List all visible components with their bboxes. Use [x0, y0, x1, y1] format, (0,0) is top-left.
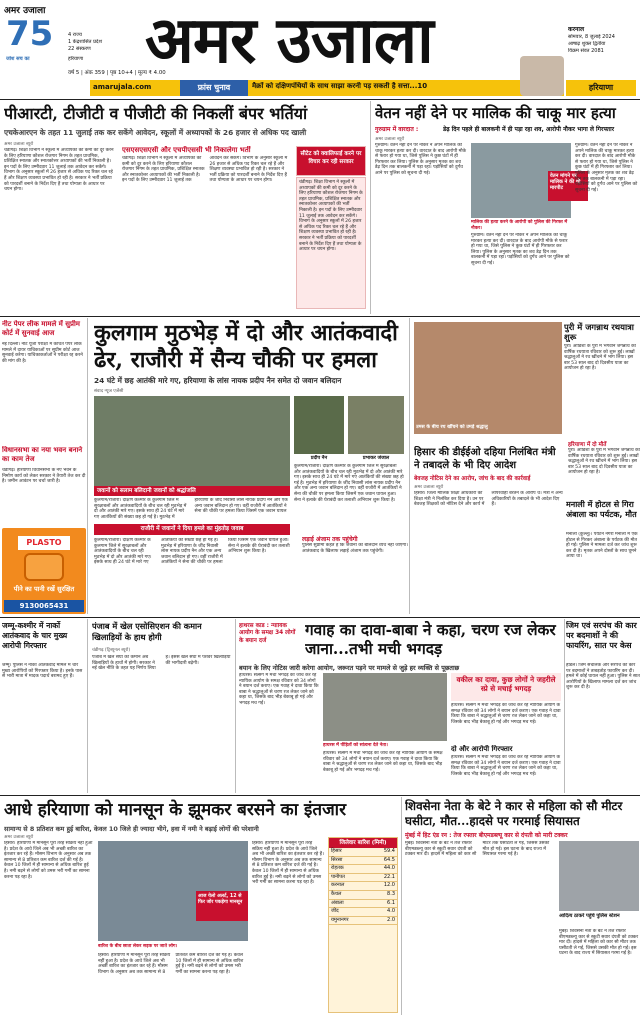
story-hisar-deeo — [412, 440, 564, 616]
subhead: मुंबई में हिट एंड रन : तेज रफ्तार बीएमडब्ल्यू कार से दंपती को मारी टक्कर — [405, 832, 568, 839]
rain-value: 64.5 — [383, 856, 395, 863]
ticker-state: हरियाणा — [566, 80, 636, 96]
inner-headline: एसएसएसएसी और एचपीएससी भी निकालेगा भर्ती — [122, 146, 251, 154]
story-gym-firing — [566, 619, 640, 794]
byline: अमर उजाला ब्यूरो — [414, 485, 444, 490]
col-divider — [370, 101, 371, 314]
tagline-3: 22 संस्करण — [68, 46, 91, 52]
body-col-1: गुरुग्राम। वेतन नहीं देने पर नौकर ने अपने मालिक की चाकू मारकर हत्या कर दी। वारदात के बाद आरोपी मौके से फरार हो गया था, जिसे पुलिस ने कुछ घंटों में ही गिरफ्तार कर लिया। पुलिस के अनुसार मृतक का शव डेढ़ दिन तक बालकनी में पड़ा रहा। पड़ोसियों को दुर्गंध आने पर पुलिस को सूचना दी गई। — [375, 143, 467, 176]
water-tank — [24, 553, 64, 581]
kicker: हाथरस कांड : न्यायिक आयोग के समक्ष 34 लोगों के बयान दर्ज — [239, 623, 296, 644]
headline: पंजाब में खेल एसोसिएशन की कमान खिलाड़ियों के हाथ होगी — [92, 621, 202, 642]
quote-box: वकील का दावा, कुछ लोगों ने जहरीले स्प्रे से मचाई भगदड़ — [451, 673, 561, 701]
body: होडल। जिम संचालक और सरपंच की कार पर बदमाशों ने ताबड़तोड़ फायरिंग कर दी। हमले में कोई घायल नहीं हुआ। पुलिस ने सात आरोपियों के खिलाफ मामला दर्ज कर जांच शुरू कर दी है। — [566, 663, 640, 691]
ticker-section: फ्रांस चुनाव — [180, 80, 248, 96]
body-col-2: हिसार। हरियाणा में मानसून पूरी तरह सक्रिय नहीं हुआ है। प्रदेश के आधे जिले अब भी अच्छी बारिश का इंतजार कर रहे हैं। मौसम विभाग के अनुसार अब तक सामान्य से 8 प्रतिशत कम बारिश दर्ज की गई है। केवल 10 जिलों में ही सामान्य से अधिक बारिश हुई है। नमी बढ़ने से लोगों को उमस भरी गर्मी का सामना करना पड़ रहा है। — [98, 953, 244, 975]
body: मुंबई। शिवसेना नेता के बेटे ने तेज रफ्तार बीएमडब्ल्यू कार से स्कूटी सवार दंपती को टक्कर मार दी। हादसे में महिला को कार सौ मीटर तक घसीटती ले गई, जिससे उसकी मौत हो गई। इस घटना के बाद राज्य में सियासत गरमा गई है। — [405, 841, 550, 858]
rain-value: 59.4 — [383, 848, 395, 854]
masthead — [0, 0, 640, 100]
story-manali — [566, 500, 640, 616]
headline: पुरी में जगन्नाथ रथयात्रा शुरू — [564, 322, 634, 342]
subhead: सामान्य से 8 प्रतिशत कम हुई बारिश, केवल 10 जिले ही ज्यादा भीगे, हवा में नमी ने बढ़ाई लोगों की परेशानी — [4, 825, 259, 833]
headline: वेतन नहीं देने पर मालिक की चाकू मार हत्या — [375, 104, 616, 122]
body-col-1: हाथरस। सत्संग में मची भगदड़ की जांच कर रहे न्यायिक आयोग के समक्ष रविवार को 34 लोगों ने बयान दर्ज कराए। एक गवाह ने दावा किया कि बाबा ने श्रद्धालुओं से चरण रज लेकर जाने को कहा था, जिसके बाद भीड़ बेकाबू हो गई और भगदड़ मच गई। — [239, 673, 319, 706]
ad-brand: PLASTO — [18, 536, 70, 550]
rain-table-row — [329, 848, 397, 857]
headline: मनाली में होटल से गिरा अंबाला का पर्यटक, मौत — [566, 500, 637, 519]
rain-value: 12.0 — [383, 882, 395, 889]
story-punjab-sports — [90, 619, 234, 794]
photo-caption: आदित्य ठाकरे पहुंचे पुलिस स्टेशन — [559, 913, 620, 919]
tagline-1: 4 राज्य — [68, 32, 82, 38]
body-bottom: कुलगाम/राजौरी। दक्षिण कश्मीर के कुलगाम जिले में सुरक्षाबलों और आतंकवादियों के बीच चल रही मुठभेड़ में दो और आतंकी मारे गए। इसके साथ ही 24 घंटे में मारे गए आतंकियों की संख्या छह हो गई है। मुठभेड़ में हरियाणा के जींद निवासी लांस नायक प्रदीप नैन और एक अन्य जवान बलिदान हो गए। वहीं राजौरी में आतंकियों ने सेना की चौकी पर हमला किया जिसमें एक जवान घायल हुआ। सेना ने इलाके की घेराबंदी कर तलाशी अभियान शुरू किया है। — [94, 538, 290, 566]
note-body: पुरी। ओडिशा के पुरी में भगवान जगन्नाथ की वार्षिक रथयात्रा रविवार को शुरू हुई। लाखों श्रद्धालुओं ने रथ खींचने में भाग लिया। इस बार 53 साल बाद दो दिवसीय यात्रा का आयोजन हो रहा है। — [568, 448, 640, 476]
soldier1-photo — [294, 396, 344, 454]
col-divider — [87, 318, 88, 614]
edition-label: हरियाणा — [68, 56, 84, 62]
byline: अमर उजाला ब्यूरो — [375, 137, 405, 142]
cetet-box: सीटेट को क्वालिफाई करने पर विचार कर रही सरकार — [296, 146, 366, 176]
body-col-4: हाथरस। सत्संग में मची भगदड़ की जांच कर रहे न्यायिक आयोग के समक्ष रविवार को 34 लोगों ने बयान दर्ज कराए। एक गवाह ने दावा किया कि बाबा ने श्रद्धालुओं से चरण रज लेकर जाने को कहा था, जिसके बाद भीड़ बेकाबू हो गई और भगदड़ मच गई। — [451, 755, 561, 777]
photo-caption: हाथरस में पीड़ितों को सांत्वना देते नेता। — [323, 743, 388, 748]
rain-table-row — [329, 865, 397, 874]
district-name: करनाल — [331, 882, 345, 889]
story-neet — [0, 318, 86, 616]
rain-table-rows — [329, 848, 397, 925]
section-rule — [0, 316, 640, 317]
headline: गवाह का दावा-बाबा ने कहा, चरण रज लेकर जाना...तभी मची भगदड़ — [305, 621, 556, 658]
rain-table-row — [329, 891, 397, 900]
district-name: सिरसा — [331, 856, 343, 863]
story-mumbai-hit-and-run — [403, 797, 640, 1017]
photo-caption: बारिश के बीच छाता लेकर सड़क पर जाते लोग। — [98, 944, 178, 949]
col-divider — [401, 797, 402, 1015]
anniversary-badge: 75 — [6, 14, 54, 54]
body-col-1: चंडीगढ़। शिक्षा विभाग ने स्कूलों में अध्यापकों की कमी को दूर करने के लिए हरियाणा कौशल रोजगार निगम के तहत प्राथमिक, प्रशिक्षित स्नातक और स्नातकोत्तर अध्यापकों की भर्ती निकाली है। इन पदों के लिए उम्मीदवार 11 जुलाई तक आवेदन कर सकेंगे। विभाग के अनुसार स्कूलों में 26 हजार से अधिक पद रिक्त चल रहे हैं और शिक्षण व्यवस्था प्रभावित हो रही है। सरकार ने भर्ती प्रक्रिया को पारदर्शी बनाने के निर्देश दिए हैं तथा योग्यता के आधार पर चयन होगा। — [4, 148, 114, 193]
byline: संवाद न्यूज एजेंसी — [94, 389, 124, 394]
district-name: जींद — [331, 908, 339, 915]
col-divider — [87, 619, 88, 793]
ad-tagline: पीने का पानी रखें सुरक्षित — [13, 585, 75, 593]
yellow-alert-inset: आज येलो अलर्ट, 12 से फिर जोर पकड़ेगा मानसून — [196, 891, 248, 921]
headline: जम्मू-कश्मीर में नार्को आतंकवाद के चार मुख्य आरोपी गिरफ्तार — [2, 621, 68, 650]
district-name: हिसार — [331, 848, 342, 854]
plasto-ad[interactable] — [2, 528, 86, 614]
subhead: 24 घंटे में छह आतंकी मारे गए, हरियाणा के लांस नायक प्रदीप नैन समेत दो जवान बलिदान — [94, 376, 342, 385]
section-rule — [0, 617, 640, 618]
site-url[interactable]: amarujala.com — [93, 83, 152, 91]
rain-table — [328, 837, 398, 1013]
byline: अमर उजाला ब्यूरो — [4, 835, 34, 840]
motto: जोश सच का — [6, 56, 30, 62]
ticker-text[interactable]: मैक्रों को दक्षिणपंथियों के साथ साझा करनी पड़ सकती है सत्ता...10 — [252, 82, 428, 90]
rain-table-row — [329, 857, 397, 866]
district-name: यमुनानगर — [331, 916, 349, 923]
story-fight — [300, 535, 408, 615]
tribute-caption: जवानों को सलाम बलिदानी जवानों को श्रद्धांजलि — [94, 486, 290, 496]
rain-value: 4.0 — [387, 908, 395, 915]
district-name: कैथल — [331, 890, 342, 897]
story-recruitment — [0, 101, 368, 316]
byline: अमर उजाला ब्यूरो — [4, 142, 34, 147]
dateline-date: सोमवार, 8 जुलाई 2024 — [568, 34, 615, 40]
sub2-body: चंडीगढ़। हरियाणा विधानसभा के नए भवन के निर्माण कार्य को लेकर सरकार ने तैयारी तेज कर दी है। जमीन आवंटन पर चर्चा जारी है। — [2, 468, 86, 485]
soldier2-name: प्रभाकर जंजाल — [362, 456, 390, 461]
body-col-2: मुंबई। शिवसेना नेता के बेटे ने तेज रफ्तार बीएमडब्ल्यू कार से स्कूटी सवार दंपती को टक्कर मार दी। हादसे में महिला को कार सौ मीटर तक घसीटती ले गई, जिससे उसकी मौत हो गई। इस घटना के बाद राज्य में सियासत गरमा गई है। — [559, 929, 639, 957]
section-rule — [0, 795, 640, 796]
masthead-rule — [0, 99, 640, 100]
body-col-3: हाथरस। सत्संग में मची भगदड़ की जांच कर रहे न्यायिक आयोग के समक्ष रविवार को 34 लोगों ने बयान दर्ज कराए। एक गवाह ने दावा किया कि बाबा ने श्रद्धालुओं से चरण रज लेकर जाने को कहा था, जिसके बाद भीड़ बेकाबू हो गई और भगदड़ मच गई। — [451, 703, 561, 725]
body-col-2: गुरुग्राम। वेतन नहीं देने पर नौकर ने अपने मालिक की चाकू मारकर हत्या कर दी। वारदात के बाद आरोपी मौके से फरार हो गया था, जिसे पुलिस ने कुछ घंटों में ही गिरफ्तार कर लिया। पुलिस के अनुसार मृतक का शव डेढ़ दिन तक बालकनी में पड़ा रहा। पड़ोसियों को दुर्गंध आने पर पुलिस को सूचना दी गई। — [471, 233, 570, 266]
body: जम्मू। पुलिस ने नार्को आतंकवाद मामले में चार मुख्य आरोपियों को गिरफ्तार किया है। इनके पास से भारी मात्रा में मादक पदार्थ बरामद हुए हैं। — [2, 663, 83, 680]
box-body: चंडीगढ़। शिक्षा विभाग ने स्कूलों में अध्यापकों की कमी को दूर करने के लिए हरियाणा कौशल रोजगार निगम के तहत प्राथमिक, प्रशिक्षित स्नातक और स्नातकोत्तर अध्यापकों की भर्ती निकाली है। इन पदों के लिए उम्मीदवार 11 जुलाई तक आवेदन कर सकेंगे। विभाग के अनुसार स्कूलों में 26 हजार से अधिक पद रिक्त चल रहे हैं और शिक्षण व्यवस्था प्रभावित हो रही है। सरकार ने भर्ती प्रक्रिया को पारदर्शी बनाने के निर्देश दिए हैं तथा योग्यता के आधार पर चयन होगा। — [296, 177, 366, 309]
rain-value: 22.1 — [383, 873, 395, 880]
rain-table-title: जिलेवार बारिश (मिमी) — [329, 838, 397, 848]
district-name: पानीपत — [331, 873, 345, 880]
issue-meta: वर्ष 5 | अंक 359 | पृष्ठ 10+4 | मूल्य ₹ 4.00 — [68, 70, 166, 76]
col-divider — [235, 619, 236, 793]
macron-photo — [520, 56, 564, 96]
subhead: बेवजह नोटिस देने का आरोप, जांच के बाद की कार्रवाई — [414, 476, 531, 482]
soldier2-photo — [348, 396, 404, 454]
body-right: कुलगाम/राजौरी। दक्षिण कश्मीर के कुलगाम जिले में सुरक्षाबलों और आतंकवादियों के बीच चल रही मुठभेड़ में दो और आतंकी मारे गए। इसके साथ ही 24 घंटे में मारे गए आतंकियों की संख्या छह हो गई है। मुठभेड़ में हरियाणा के जींद निवासी लांस नायक प्रदीप नैन और एक अन्य जवान बलिदान हो गए। वहीं राजौरी में आतंकियों ने सेना की चौकी पर हमला किया जिसमें एक जवान घायल हुआ। सेना ने इलाके की घेराबंदी कर तलाशी अभियान शुरू किया है। — [294, 464, 404, 503]
body-col-2: चंडीगढ़। शिक्षा विभाग ने स्कूलों में अध्यापकों की कमी को दूर करने के लिए हरियाणा कौशल रोजगार निगम के तहत प्राथमिक, प्रशिक्षित स्नातक और स्नातकोत्तर अध्यापकों की भर्ती निकाली है। इन पदों के लिए उम्मीदवार 11 जुलाई तक आवेदन कर सकेंगे। विभाग के अनुसार स्कूलों में 26 हजार से अधिक पद रिक्त चल रहे हैं और शिक्षण व्यवस्था प्रभावित हो रही है। सरकार ने भर्ती प्रक्रिया को पारदर्शी बनाने के निर्देश दिए हैं तथा योग्यता के आधार पर चयन होगा। — [122, 156, 288, 184]
subhead: डेढ़ दिन पहले ही बालकनी में ही पड़ा रहा शव, आरोपी नौकर भागा ले गिरफ्तार — [443, 126, 615, 133]
story-hathras-stampede — [237, 619, 563, 794]
tribute-photo — [94, 396, 290, 496]
rain-table-row — [329, 917, 397, 926]
col-divider — [409, 318, 410, 614]
dateline-city: करनाल — [568, 26, 585, 33]
headline: जिम एवं सरपंच की कार पर बदमाशों ने की फायरिंग, सात पर केस — [566, 621, 637, 650]
inner-headline: राजौरी में जवानों ने दिया हमले का मुंहतोड़ जवाब — [94, 524, 290, 535]
col-divider — [564, 619, 565, 793]
district-name: रोहतक — [331, 865, 344, 872]
subhead: एचकेआरएन के तहत 11 जुलाई तक कर सकेंगे आवेदन, स्कूलों में अध्यापकों के 26 हजार से अधिक पद खाली — [4, 128, 307, 137]
headline: पीआरटी, टीजीटी व पीजीटी की निकलीं बंपर भर्तियां — [4, 104, 308, 123]
body-col-1: हिसार। हरियाणा में मानसून पूरी तरह सक्रिय नहीं हुआ है। प्रदेश के आधे जिले अब भी अच्छी बारिश का इंतजार कर रहे हैं। मौसम विभाग के अनुसार अब तक सामान्य से 8 प्रतिशत कम बारिश दर्ज की गई है। केवल 10 जिलों में ही सामान्य से अधिक बारिश हुई है। नमी बढ़ने से लोगों को उमस भरी गर्मी का सामना करना पड़ रहा है। — [4, 841, 93, 880]
body-left: कुलगाम/राजौरी। दक्षिण कश्मीर के कुलगाम जिले में सुरक्षाबलों और आतंकवादियों के बीच चल रही मुठभेड़ में दो और आतंकी मारे गए। इसके साथ ही 24 घंटे में मारे गए आतंकियों की संख्या छह हो गई है। मुठभेड़ में हरियाणा के जींद निवासी लांस नायक प्रदीप नैन और एक अन्य जवान बलिदान हो गए। वहीं राजौरी में आतंकियों ने सेना की चौकी पर हमला किया जिसमें एक जवान घायल — [94, 498, 288, 520]
headline: आधे हरियाणा को मानसून के झूमकर बरसने का इंतजार — [4, 800, 347, 820]
rain-value: 44.0 — [383, 865, 395, 872]
rain-value: 8.3 — [387, 890, 395, 897]
inner-headline: दो और आरोपी गिरफ्तार — [451, 745, 513, 753]
dateline-samvat: विक्रम संवत 2081 — [568, 48, 604, 54]
rain-table-row — [329, 874, 397, 883]
rain-value: 2.0 — [387, 916, 395, 923]
tagline-2: 1 केंद्रशासित प्रदेश — [68, 39, 102, 45]
headline: कुलगाम मुठभेड़ में दो और आतंकवादी ढेर, राजौरी में सैन्य चौकी पर हमला — [94, 320, 398, 373]
byline: चंडीगढ़ (ट्रिब्यूनल ब्यूरो) — [92, 648, 131, 653]
headline: शिवसेना नेता के बेटे ने कार से महिला को सौ मीटर घसीटा, मौत...हादसे पर गरमाई सियासत — [405, 799, 623, 828]
inset-label: वेतन मांगने पर मालिक ने की थी मारपीट — [548, 171, 588, 201]
soldier1-name: प्रदीप नैन — [310, 456, 328, 461]
sub2-headline: विधानसभा का नया भवन बनाने का काम तेज — [2, 446, 83, 463]
rain-table-row — [329, 900, 397, 909]
rain-value: 6.1 — [387, 899, 395, 906]
body: मनाली (कुल्लू)। पर्यटन नगरी मनाली में एक होटल से गिरकर अंबाला के पर्यटक की मौत हो गई। पुलिस ने मामला दर्ज कर जांच शुरू कर दी है। मृतक अपने दोस्तों के साथ घूमने आया था। — [566, 532, 638, 560]
rathyatra-photo — [414, 322, 562, 434]
rain-table-row — [329, 908, 397, 917]
newspaper-title: अमर उजाला — [145, 3, 433, 66]
ad-phone: 9130065431 — [4, 600, 84, 612]
photo-caption: उमस के बीच रथ खींचने को उमड़े श्रद्धालु — [416, 425, 488, 430]
body-col-2: हाथरस। सत्संग में मची भगदड़ की जांच कर रहे न्यायिक आयोग के समक्ष रविवार को 34 लोगों ने बयान दर्ज कराए। एक गवाह ने दावा किया कि बाबा ने श्रद्धालुओं से चरण रज लेकर जाने को कहा था, जिसके बाद भीड़ बेकाबू हो गई और भगदड़ मच गई। — [323, 751, 443, 773]
rain-table-row — [329, 882, 397, 891]
story-jammu-narco — [0, 619, 86, 794]
dateline-hindi: आषाढ़ शुक्ल द्वितीया — [568, 41, 606, 47]
body: हिसार। जिला मौलिक शिक्षा अधिकारी को शिक्षा मंत्री ने निलंबित कर दिया है। उन पर बेवजह शिक्षकों को नोटिस देने और कार्य में लापरवाही बरतने के आरोप थे। मंत्री ने अन्य अधिकारियों के तबादले के भी आदेश दिए हैं। — [414, 491, 563, 508]
stampede-photo — [323, 673, 447, 741]
body: पुलिस सुप्रीमो कहते हैं कि जवानों का बलिदान व्यर्थ नहीं जाएगा। आतंकवाद के खिलाफ लड़ाई अंजाम तक पहुंचेगी। — [302, 543, 408, 554]
subhead: बयान के लिए नोटिस जारी करेगा आयोग, जरूरत पड़ने पर मामले से जुड़े हर व्यक्ति से पूछताछ — [239, 664, 460, 672]
headline: हिसार की डीईईओ दहिया निलंबित मंत्री ने तबादले के भी दिए आदेश — [414, 447, 556, 471]
body: नई दिल्ली। नीट यूजी परीक्षा में कथित पेपर लीक मामले में दायर याचिकाओं पर सुप्रीम कोर्ट आज सुनवाई करेगा। याचिकाकर्ताओं ने परीक्षा रद्द करने की मांग की है। — [2, 342, 83, 364]
story-puri — [412, 318, 640, 438]
body: पुरी। ओडिशा के पुरी में भगवान जगन्नाथ की वार्षिक रथयात्रा रविवार को शुरू हुई। लाखों श्रद्धालुओं ने रथ खींचने में भाग लिया। इस बार 53 साल बाद दो दिवसीय यात्रा का आयोजन हो रहा है। — [564, 344, 636, 372]
story-monsoon — [0, 797, 400, 1017]
body-col-3: हिसार। हरियाणा में मानसून पूरी तरह सक्रिय नहीं हुआ है। प्रदेश के आधे जिले अब भी अच्छी बारिश का इंतजार कर रहे हैं। मौसम विभाग के अनुसार अब तक सामान्य से 8 प्रतिशत कम बारिश दर्ज की गई है। केवल 10 जिलों में ही सामान्य से अधिक बारिश हुई है। नमी बढ़ने से लोगों को उमस भरी गर्मी का सामना करना पड़ रहा है। — [252, 841, 324, 886]
brand-logo-small: अमर उजाला — [4, 6, 46, 15]
photo-caption: मालिक की हत्या करने के आरोपी को पुलिस की गिरफ्त में नौकर। — [471, 220, 568, 231]
district-name: अंबाला — [331, 899, 344, 906]
note-headline: हरियाणा में दो मौतें — [568, 442, 607, 448]
body: पंजाब में खेल संघों की कमान अब खिलाड़ियों के हाथों में होगी। सरकार ने नई खेल नीति के तहत यह निर्णय लिया है। इससे खेल संघों में पेशेवर खिलाड़ियों की भागीदारी बढ़ेगी। — [92, 655, 231, 672]
dateline: गुरुग्राम में वारदात : — [375, 126, 419, 133]
car-photo — [559, 841, 639, 911]
body-col-3: गुरुग्राम। वेतन नहीं देने पर नौकर ने अपने मालिक की चाकू मारकर हत्या कर दी। वारदात के बाद आरोपी मौके से फरार हो गया था, जिसे पुलिस ने कुछ घंटों में ही गिरफ्तार कर लिया। पुलिस के अनुसार मृतक का शव डेढ़ दिन तक बालकनी में पड़ा रहा। पड़ोसियों को दुर्गंध आने पर पुलिस को सूचना दी गई। — [575, 143, 638, 193]
story-knife-murder — [373, 101, 640, 316]
headline: लड़ाई अंजाम तक पहुंचेगी — [302, 536, 358, 543]
headline: नीट पेपर लीक मामले में सुप्रीम कोर्ट में सुनवाई आज — [2, 320, 80, 337]
